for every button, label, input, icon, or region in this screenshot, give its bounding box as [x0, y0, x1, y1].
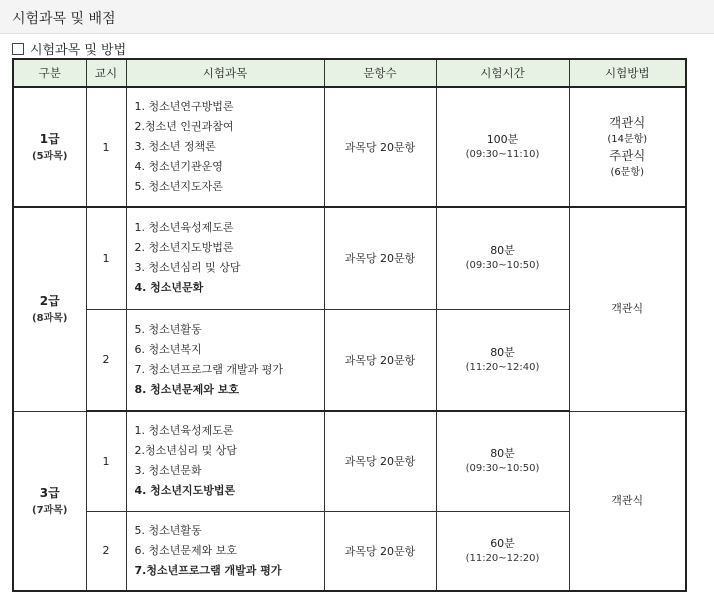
method-cell: 객관식: [569, 207, 686, 411]
table-header-row: [13, 59, 686, 87]
grade-subject-count: (7과목): [32, 504, 68, 516]
table-row: [13, 207, 686, 309]
time-range: (09:30~10:50): [465, 463, 540, 475]
time-range: (11:20~12:40): [465, 361, 540, 373]
time-range: (09:30~11:10): [465, 149, 540, 160]
time-duration: 100분: [486, 133, 519, 146]
header-questions: 문항수: [324, 59, 436, 87]
method-cell: 객관식: [569, 411, 686, 591]
questions-cell: 과목당 20문항: [324, 309, 436, 411]
subject-item: 1. 청소년육성제도론: [134, 221, 234, 235]
section-title-text: 시험과목 및 방법: [30, 43, 127, 58]
session-cell: 2: [86, 309, 126, 411]
questions-cell: 과목당 20문항: [324, 87, 436, 207]
subject-item: 5. 청소년활동: [134, 523, 202, 537]
subjects-cell: [126, 207, 324, 309]
header-category: 구분: [13, 59, 86, 87]
header-method: 시험방법: [569, 59, 686, 87]
grade-subject-count: (5과목): [32, 151, 68, 162]
subject-item: 2. 청소년지도방법론: [134, 241, 234, 255]
subjects-cell: [126, 411, 324, 511]
time-duration: 80분: [490, 447, 515, 461]
subject-item: 4. 청소년지도방법론: [134, 484, 236, 498]
time-cell: [436, 511, 569, 591]
questions-cell: 과목당 20문항: [324, 207, 436, 309]
time-duration: 80분: [490, 345, 515, 359]
method-objective: 객관식: [609, 115, 646, 130]
checkbox-icon: [12, 43, 24, 55]
subjects-cell: [126, 511, 324, 591]
grade-label: 1급: [39, 132, 60, 146]
subject-item: 8. 청소년문제와 보호: [134, 382, 239, 396]
session-cell: 1: [86, 411, 126, 511]
section-title: [12, 39, 126, 58]
subject-item: 3. 청소년 정책론: [134, 140, 216, 153]
table-row: [13, 87, 686, 207]
grade-subject-count: (8과목): [32, 313, 68, 325]
grade-cell: [13, 411, 86, 591]
subject-item: 5. 청소년활동: [134, 322, 202, 336]
subjects-cell: [126, 87, 324, 207]
table-row: [13, 411, 686, 511]
method-subjective-count: (6문항): [610, 167, 644, 178]
subjects-cell: [126, 309, 324, 411]
method-objective-count: (14문항): [607, 134, 648, 145]
subject-item: 4. 청소년기관운영: [134, 160, 223, 173]
page-header: [0, 0, 714, 34]
grade-cell: [13, 87, 86, 207]
session-cell: 1: [86, 87, 126, 207]
subject-item: 4. 청소년문화: [134, 281, 204, 295]
time-cell: [436, 411, 569, 511]
time-cell: [436, 207, 569, 309]
subject-item: 3. 청소년문화: [134, 464, 202, 478]
method-subjective: 주관식: [609, 148, 646, 163]
subject-item: 1. 청소년연구방법론: [134, 100, 234, 113]
subject-item: 7.청소년프로그램 개발과 평가: [134, 563, 282, 577]
subject-item: 7. 청소년프로그램 개발과 평가: [134, 362, 283, 376]
subject-item: 2.청소년 인권과참여: [134, 120, 234, 133]
method-cell: [569, 87, 686, 207]
time-range: (09:30~10:50): [465, 260, 540, 272]
time-range: (11:20~12:20): [465, 552, 540, 564]
subject-item: 6. 청소년복지: [134, 342, 202, 356]
page-title: 시험과목 및 배점: [12, 11, 116, 27]
time-cell: [436, 309, 569, 411]
grade-label: 3급: [39, 485, 60, 500]
subject-item: 3. 청소년심리 및 상담: [134, 261, 241, 275]
exam-subjects-table: [12, 58, 687, 592]
time-cell: [436, 87, 569, 207]
subject-item: 6. 청소년문제와 보호: [134, 543, 237, 557]
subject-item: 5. 청소년지도자론: [134, 180, 223, 193]
questions-cell: 과목당 20문항: [324, 411, 436, 511]
header-subjects: 시험과목: [126, 59, 324, 87]
subject-item: 1. 청소년육성제도론: [134, 424, 234, 438]
time-duration: 80분: [490, 244, 515, 258]
questions-cell: 과목당 20문항: [324, 511, 436, 591]
grade-cell: [13, 207, 86, 411]
grade-label: 2급: [39, 294, 60, 309]
time-duration: 60분: [490, 536, 515, 550]
header-session: 교시: [86, 59, 126, 87]
header-time: 시험시간: [436, 59, 569, 87]
session-cell: 2: [86, 511, 126, 591]
subject-item: 2.청소년심리 및 상담: [134, 444, 237, 458]
session-cell: 1: [86, 207, 126, 309]
